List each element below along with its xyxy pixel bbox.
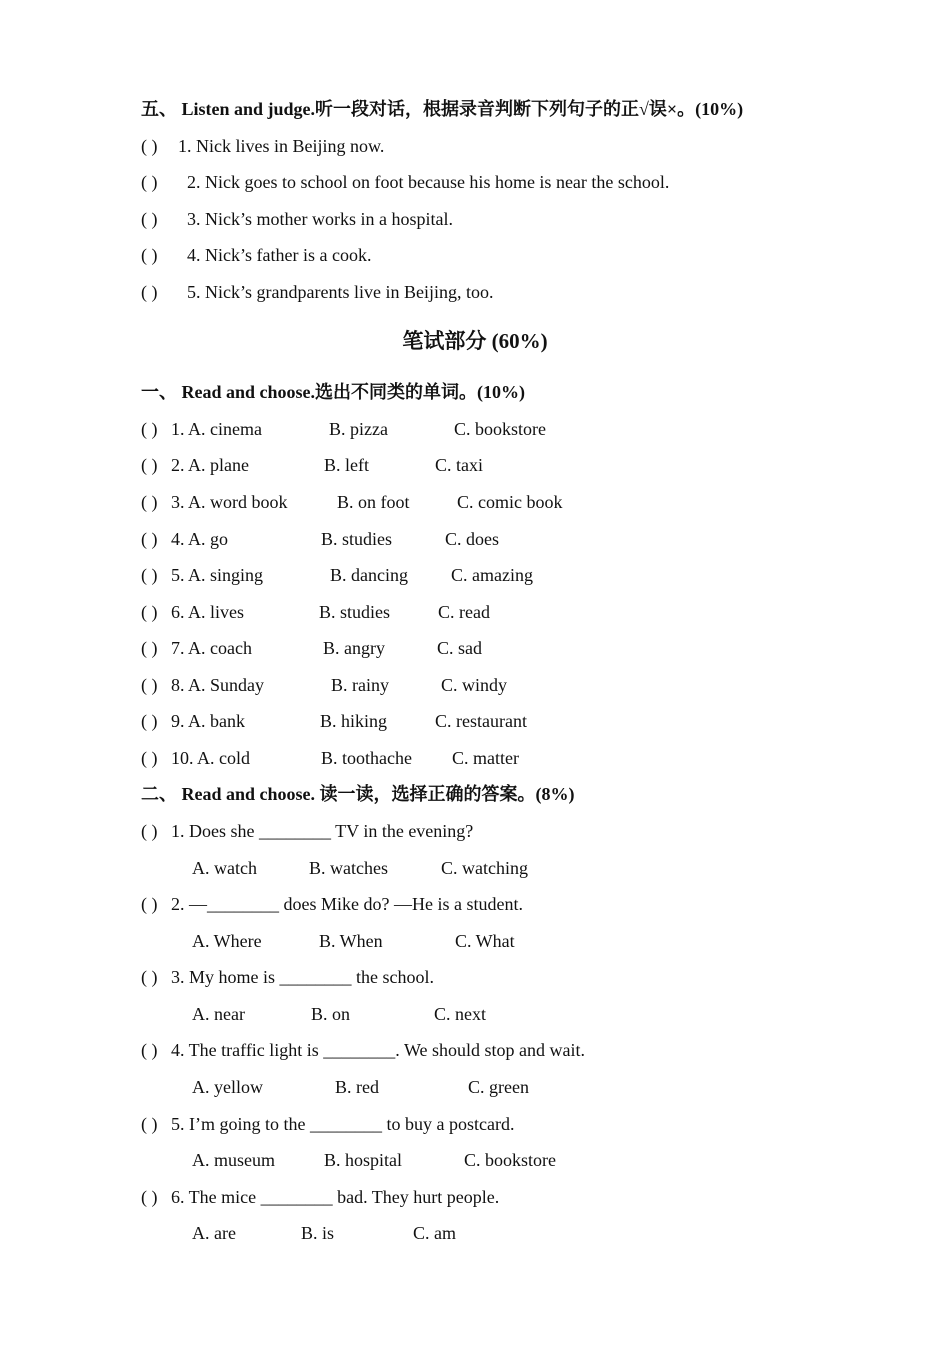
statement: 4. Nick’s father is a cook.	[187, 245, 372, 265]
answer-bracket: ( )	[141, 675, 158, 695]
option-b: B. studies	[321, 529, 393, 549]
answer-bracket: ( )	[141, 209, 158, 229]
answer-bracket: ( )	[141, 1187, 158, 1207]
option-a: A. yellow	[192, 1077, 263, 1097]
question-text: 2. —________ does Mike do? —He is a student.	[171, 894, 523, 914]
listening-item	[141, 281, 901, 303]
options-row	[141, 1149, 901, 1171]
option-a: 7. A. coach	[171, 638, 252, 658]
option-c: C. What	[455, 931, 515, 951]
option-b: B. is	[301, 1223, 335, 1243]
option-c: C. taxi	[435, 455, 483, 475]
option-b: B. red	[335, 1077, 379, 1097]
answer-bracket: ( )	[141, 492, 158, 512]
option-a: A. watch	[192, 858, 257, 878]
option-a: 3. A. word book	[171, 492, 288, 512]
option-b: B. pizza	[329, 419, 388, 439]
answer-bracket: ( )	[141, 455, 158, 475]
statement: 1. Nick lives in Beijing now.	[178, 136, 385, 156]
option-b: B. hiking	[320, 711, 388, 731]
answer-bracket: ( )	[141, 245, 158, 265]
written-part-title: 笔试部分 (60%)	[402, 329, 548, 353]
answer-bracket: ( )	[141, 172, 158, 192]
options-row	[141, 930, 901, 952]
choice-row	[141, 637, 901, 659]
option-a: A. near	[192, 1004, 245, 1024]
option-b: B. angry	[323, 638, 385, 658]
listening-item	[141, 208, 901, 230]
choice-row	[141, 710, 901, 732]
option-c: C. windy	[441, 675, 508, 695]
question-text: 1. Does she ________ TV in the evening?	[171, 821, 474, 841]
option-b: B. dancing	[330, 565, 408, 585]
statement: 3. Nick’s mother works in a hospital.	[187, 209, 453, 229]
option-c: C. matter	[452, 748, 519, 768]
option-b: B. watches	[309, 858, 388, 878]
question-row	[141, 893, 901, 915]
option-c: C. am	[413, 1223, 456, 1243]
choice-row	[141, 564, 901, 586]
option-b: B. hospital	[324, 1150, 403, 1170]
option-c: C. green	[468, 1077, 529, 1097]
option-a: 6. A. lives	[171, 602, 245, 622]
answer-bracket: ( )	[141, 529, 158, 549]
option-c: C. amazing	[451, 565, 533, 585]
question-text: 6. The mice ________ bad. They hurt people.	[171, 1187, 500, 1207]
answer-bracket: ( )	[141, 419, 158, 439]
answer-bracket: ( )	[141, 821, 158, 841]
question-row	[141, 966, 901, 988]
option-c: C. restaurant	[435, 711, 527, 731]
option-c: C. sad	[437, 638, 482, 658]
option-a: 8. A. Sunday	[171, 675, 265, 695]
option-a: A. Where	[192, 931, 262, 951]
answer-bracket: ( )	[141, 1114, 158, 1134]
option-a: 9. A. bank	[171, 711, 245, 731]
options-row	[141, 857, 901, 879]
option-b: B. on	[311, 1004, 351, 1024]
option-c: C. bookstore	[464, 1150, 556, 1170]
choice-row	[141, 601, 901, 623]
answer-bracket: ( )	[141, 967, 158, 987]
answer-bracket: ( )	[141, 894, 158, 914]
choice-row	[141, 528, 901, 550]
listening-heading: 五、 Listen and judge.听一段对话，根据录音判断下列句子的正√误×。(10%)	[141, 99, 744, 119]
question-text: 3. My home is ________ the school.	[171, 967, 434, 987]
question-row	[141, 1039, 901, 1061]
answer-bracket: ( )	[141, 602, 158, 622]
statement: 5. Nick’s grandparents live in Beijing, too.	[187, 282, 494, 302]
option-b: B. toothache	[321, 748, 412, 768]
choice-row	[141, 747, 901, 769]
choice-row	[141, 674, 901, 696]
option-c: C. comic book	[457, 492, 563, 512]
answer-bracket: ( )	[141, 565, 158, 585]
question-row	[141, 820, 901, 842]
choice-row	[141, 418, 901, 440]
answer-bracket: ( )	[141, 748, 158, 768]
answer-bracket: ( )	[141, 136, 158, 156]
answer-bracket: ( )	[141, 282, 158, 302]
option-b: B. rainy	[331, 675, 389, 695]
option-a: A. are	[192, 1223, 236, 1243]
option-b: B. studies	[319, 602, 391, 622]
options-row	[141, 1076, 901, 1098]
question-text: 4. The traffic light is ________. We should stop and wait.	[171, 1040, 586, 1060]
option-b: B. When	[319, 931, 383, 951]
options-row	[141, 1222, 901, 1244]
option-c: C. next	[434, 1004, 486, 1024]
option-a: 2. A. plane	[171, 455, 249, 475]
option-a: A. museum	[192, 1150, 275, 1170]
option-a: 4. A. go	[171, 529, 229, 549]
option-a: 1. A. cinema	[171, 419, 262, 439]
choice-row	[141, 454, 901, 476]
section2-heading: 二、 Read and choose. 读一读，选择正确的答案。(8%)	[141, 784, 575, 804]
option-c: C. bookstore	[454, 419, 546, 439]
section1-heading: 一、 Read and choose.选出不同类的单词。(10%)	[141, 382, 526, 402]
answer-bracket: ( )	[141, 711, 158, 731]
options-row	[141, 1003, 901, 1025]
option-c: C. does	[445, 529, 499, 549]
option-a: 10. A. cold	[171, 748, 250, 768]
choice-row	[141, 491, 901, 513]
question-row	[141, 1186, 901, 1208]
answer-bracket: ( )	[141, 1040, 158, 1060]
option-c: C. read	[438, 602, 490, 622]
question-row	[141, 1113, 901, 1135]
listening-item	[141, 244, 901, 266]
option-b: B. on foot	[337, 492, 410, 512]
listening-item	[141, 135, 901, 157]
option-b: B. left	[324, 455, 369, 475]
statement: 2. Nick goes to school on foot because his home is near the school.	[187, 172, 670, 192]
answer-bracket: ( )	[141, 638, 158, 658]
option-a: 5. A. singing	[171, 565, 264, 585]
listening-item	[141, 171, 901, 193]
question-text: 5. I’m going to the ________ to buy a postcard.	[171, 1114, 515, 1134]
option-c: C. watching	[441, 858, 528, 878]
